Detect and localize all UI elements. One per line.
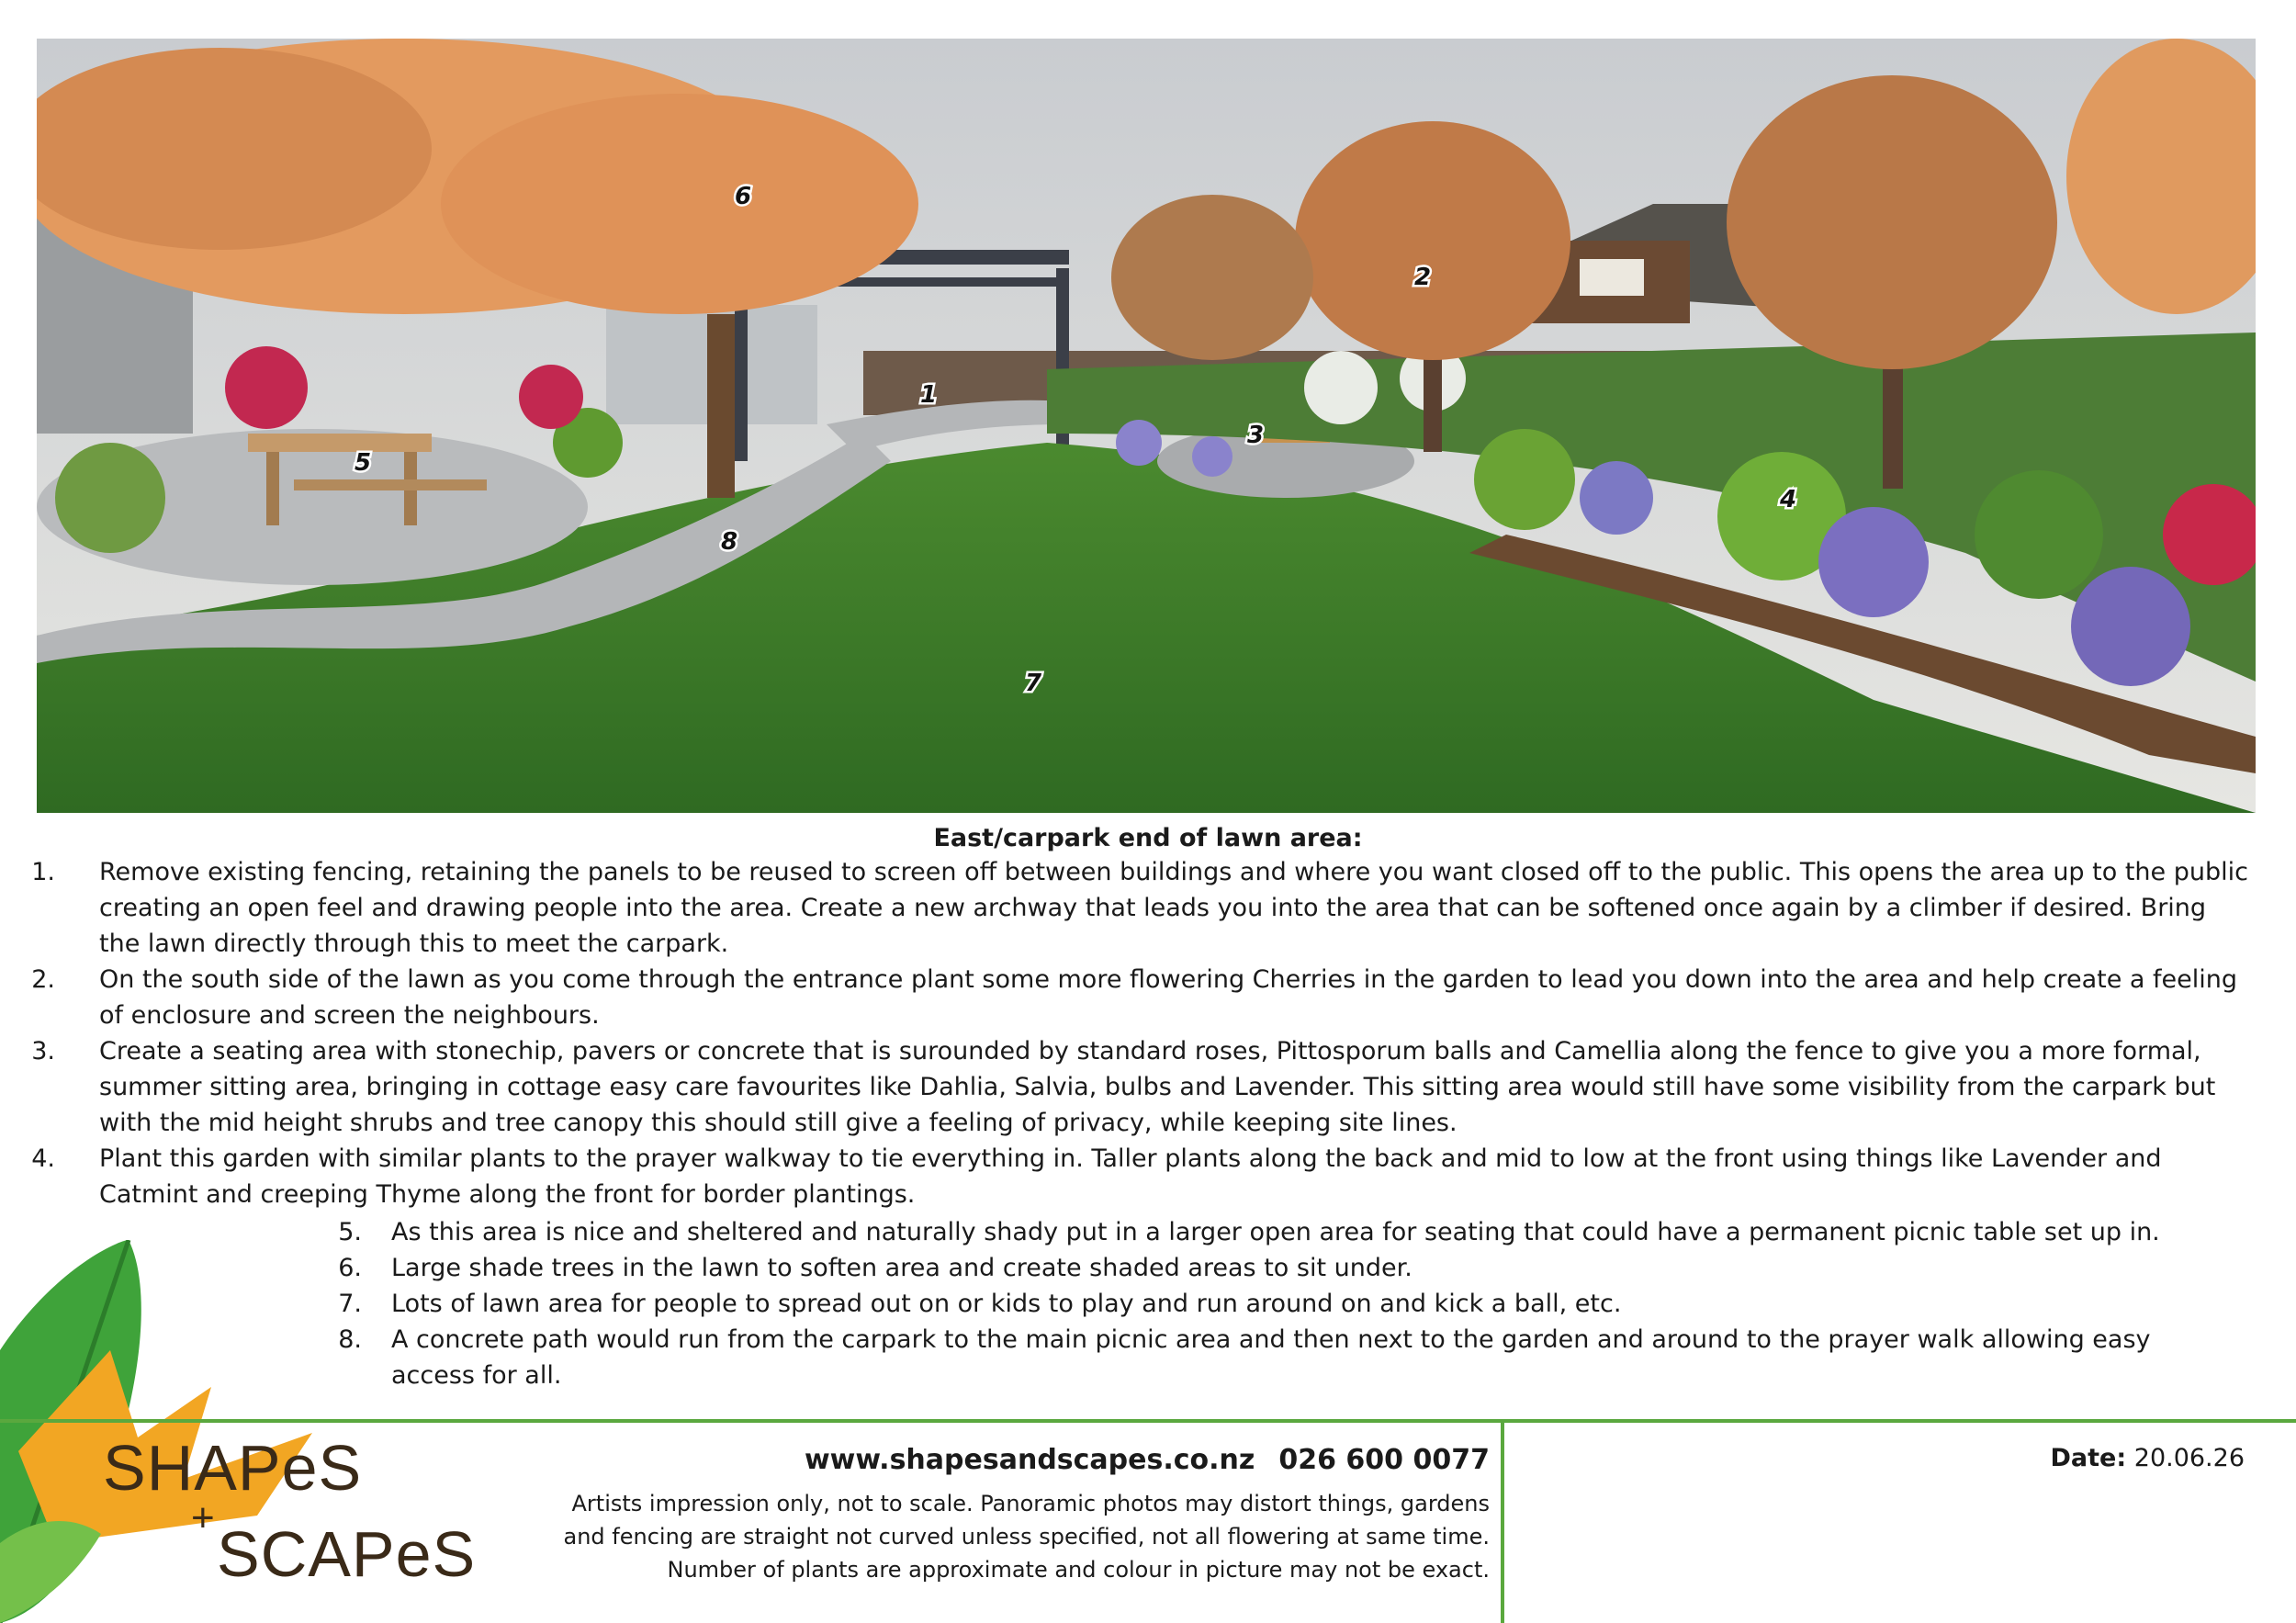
- logo-text-shapes: SHAPeS: [103, 1432, 363, 1504]
- list-item-4: [31, 1141, 2252, 1212]
- item-number: 3.: [31, 1037, 55, 1065]
- date-value: 20.06.26: [2133, 1444, 2245, 1472]
- item-number: 6.: [338, 1254, 362, 1282]
- item-text: Plant this garden with similar plants to the prayer walkway to tie everything in. Taller plants along the back and mid to low at the front using things like Lavender and Catmint and creeping Thyme along the front for border plantings.: [99, 1144, 2162, 1209]
- marker-2: 2: [1414, 264, 1432, 291]
- list-item-7: [331, 1286, 2232, 1322]
- section-heading: East/carpark end of lawn area:: [933, 824, 1363, 852]
- logo-plus: +: [191, 1495, 215, 1540]
- disclaimer-line: Artists impression only, not to scale. Panoramic photos may distort things, gardens: [571, 1491, 1490, 1516]
- marker-4: 4: [1780, 486, 1797, 513]
- item-number: 2.: [31, 965, 55, 994]
- item-number: 8.: [338, 1325, 362, 1354]
- item-text: Lots of lawn area for people to spread out on or kids to play and run around on and kick a ball, etc.: [391, 1290, 1622, 1318]
- contact-line: [588, 1444, 1490, 1476]
- list-item-5: [331, 1214, 2232, 1250]
- item-text: Remove existing fencing, retaining the panels to be reused to screen off between buildings and where you want closed off to the public. This opens the area up to the public creating an open feel and drawing people into the area. Create a new archway that leads you into the area that can be softened once again by a climber if desired. Bring the lawn directly through this to meet the carpark.: [99, 858, 2248, 958]
- marker-3: 3: [1247, 422, 1265, 449]
- date-label: Date:: [2050, 1444, 2127, 1472]
- numbered-list-sub: [331, 1214, 2232, 1393]
- footer-vertical-divider: [1501, 1423, 1504, 1623]
- item-text: A concrete path would run from the carpark to the main picnic area and then next to the garden and around to the prayer walk allowing easy access for all.: [391, 1325, 2151, 1390]
- numbered-list-main: [31, 854, 2252, 1212]
- list-item-1: [31, 854, 2252, 962]
- disclaimer-line: and fencing are straight not curved unless specified, not all flowering at same time.: [563, 1524, 1490, 1550]
- item-text: Create a seating area with stonechip, pavers or concrete that is surounded by standard roses, Pittosporum balls and Camellia along the fence to give you a more formal, summer sitting area, bringing in cottage easy care favourites like Dahlia, Salvia, bulbs and Lavender. This sitting area would still have some visibility from the carpark but with the mid height shrubs and tree canopy this should still give a feeling of privacy, while keeping site lines.: [99, 1037, 2216, 1137]
- garden-illustration: [37, 39, 2256, 813]
- list-item-2: [31, 962, 2252, 1033]
- disclaimer-line: Number of plants are approximate and colour in picture may not be exact.: [667, 1557, 1490, 1583]
- footer-divider-line: [0, 1419, 2296, 1423]
- logo-text-scapes: SCAPeS: [217, 1518, 477, 1590]
- disclaimer: [514, 1487, 1490, 1586]
- website-link[interactable]: www.shapesandscapes.co.nz: [804, 1444, 1255, 1476]
- phone-number: 026 600 0077: [1278, 1444, 1490, 1476]
- marker-7: 7: [1025, 670, 1042, 697]
- marker-6: 6: [735, 183, 752, 210]
- date-block: [1561, 1444, 2245, 1472]
- item-number: 1.: [31, 858, 55, 886]
- item-number: 4.: [31, 1144, 55, 1173]
- item-text: On the south side of the lawn as you come through the entrance plant some more flowering Cherries in the garden to lead you down into the area and help create a feeling of enclosure and screen the neighbours.: [99, 965, 2237, 1030]
- marker-5: 5: [355, 449, 372, 477]
- item-number: 5.: [338, 1218, 362, 1246]
- marker-1: 1: [920, 381, 938, 409]
- list-item-3: [31, 1033, 2252, 1141]
- list-item-8: [331, 1322, 2232, 1393]
- marker-8: 8: [721, 528, 738, 556]
- house-window: [1580, 259, 1644, 296]
- item-text: Large shade trees in the lawn to soften area and create shaded areas to sit under.: [391, 1254, 1412, 1282]
- list-item-6: [331, 1250, 2232, 1286]
- item-number: 7.: [338, 1290, 362, 1318]
- item-text: As this area is nice and sheltered and naturally shady put in a larger open area for seating that could have a permanent picnic table set up in.: [391, 1218, 2160, 1246]
